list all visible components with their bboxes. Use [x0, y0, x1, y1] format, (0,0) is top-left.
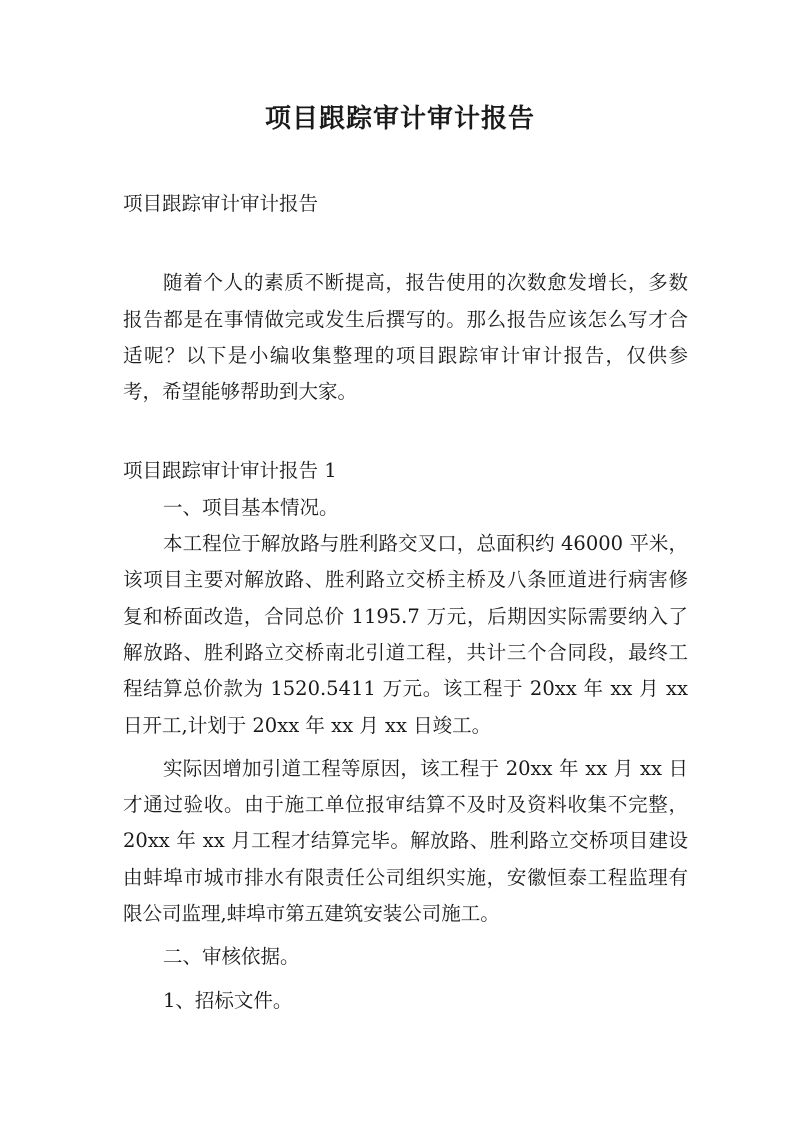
document-title: 项目跟踪审计审计报告: [264, 104, 535, 134]
document-body: [123, 186, 688, 1019]
intro-paragraph: 随着个人的素质不断提高，报告使用的次数愈发增长，多数报告都是在事情做完或发生后撰写的。那么报告应该怎么写才合适呢？以下是小编收集整理的项目跟踪审计审计报告，仅供参考，希望能够帮助到大家。: [123, 271, 688, 404]
list-item-bidding-documents: 1、招标文件。: [163, 988, 293, 1012]
report-heading: 项目跟踪审计审计报告 1: [123, 459, 337, 483]
paragraph-acceptance-settlement: 实际因增加引道工程等原因，该工程于 20xx 年 xx 月 xx 日才通过验收。由于施工单位报审结算不及时及资料收集不完整，20xx 年 xx 月工程才结算完毕。解放路、胜利路立交桥项目建设由蚌埠市城市排水有限责任公司组织实施，安徽恒泰工程监理有限公司监理,蚌埠市第五建筑安装公司施工。: [123, 756, 688, 926]
paragraph-project-overview: 本工程位于解放路与胜利路交叉口，总面积约 46000 平米，该项目主要对解放路、胜利路立交桥主桥及八条匝道进行病害修复和桥面改造，合同总价 1195.7 万元，后期因实际需要纳入了解放路、胜利路立交桥南北引道工程，共计三个合同段，最终工程结算总价款为 1520.5411 万元。该工程于 20xx 年 xx 月 xx 日开工,计划于 20xx 年 xx 月 xx 日竣工。: [123, 532, 688, 737]
document-subtitle: 项目跟踪审计审计报告: [123, 192, 319, 215]
section-heading-audit-basis: 二、审核依据。: [163, 945, 300, 969]
section-heading-basic-info: 一、项目基本情况。: [163, 495, 339, 519]
